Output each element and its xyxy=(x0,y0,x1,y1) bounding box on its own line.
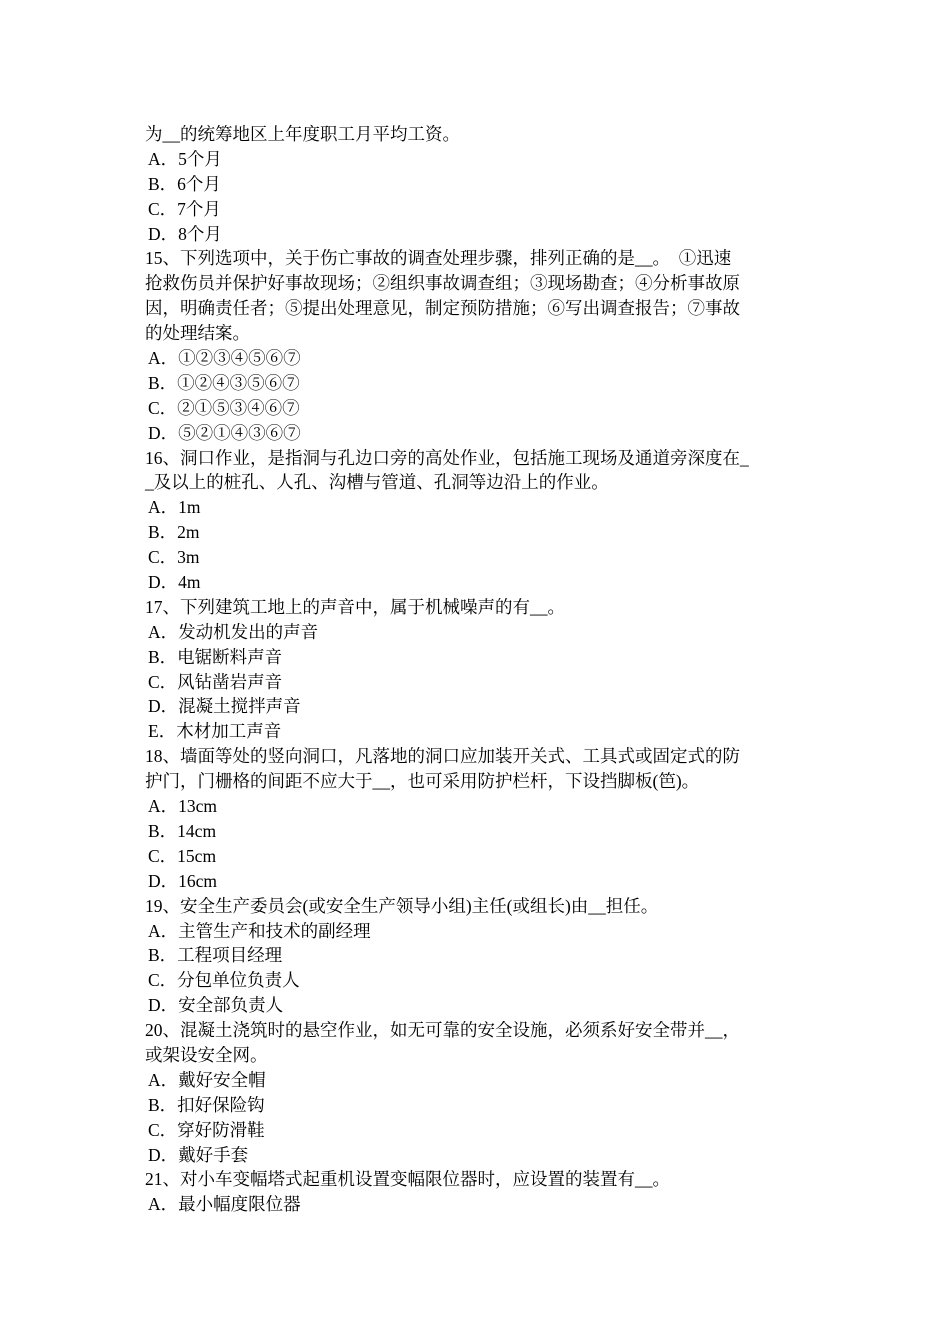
answer-option-line: A．13cm xyxy=(148,796,218,817)
answer-option-line: B．扣好保险钩 xyxy=(148,1094,265,1115)
answer-option-line: A．最小幅度限位器 xyxy=(148,1194,301,1215)
answer-option-line: C．②①⑤③④⑥⑦ xyxy=(148,397,300,418)
answer-option-line: C．3m xyxy=(148,547,200,568)
answer-option-line: B．电锯断料声音 xyxy=(148,646,283,667)
answer-option-line: D．⑤②①④③⑥⑦ xyxy=(148,422,301,443)
question-text-line: 护门，门栅格的间距不应大于__，也可采用防护栏杆，下设挡脚板(笆)。 xyxy=(145,771,700,792)
answer-option-line: E．木材加工声音 xyxy=(148,721,282,742)
answer-option-line: C．15cm xyxy=(148,845,217,866)
question-text-line: 21、对小车变幅塔式起重机设置变幅限位器时，应设置的装置有__。 xyxy=(145,1169,670,1190)
answer-option-line: D．8个月 xyxy=(148,223,222,244)
answer-option-line: A．1m xyxy=(148,497,201,518)
answer-option-line: D．安全部负责人 xyxy=(148,995,284,1016)
answer-option-line: B．14cm xyxy=(148,820,217,841)
question-text-line: 或架设安全网。 xyxy=(145,1044,268,1065)
question-text-line: 17、下列建筑工地上的声音中，属于机械噪声的有__。 xyxy=(145,596,565,617)
answer-option-line: B．工程项目经理 xyxy=(148,945,283,966)
question-text-line: 因，明确责任者；⑤提出处理意见，制定预防措施；⑥写出调查报告；⑦事故 xyxy=(145,298,740,319)
answer-option-line: D．16cm xyxy=(148,870,218,891)
answer-option-line: C．穿好防滑鞋 xyxy=(148,1119,265,1140)
question-text-line: 15、下列选项中，关于伤亡事故的调查处理步骤，排列正确的是__。 ①迅速 xyxy=(145,248,732,269)
question-text-line: 抢救伤员并保护好事故现场；②组织事故调查组；③现场勘查；④分析事故原 xyxy=(145,273,740,294)
answer-option-line: B．①②④③⑤⑥⑦ xyxy=(148,372,300,393)
question-text-line: _及以上的桩孔、人孔、沟槽与管道、孔洞等边沿上的作业。 xyxy=(145,472,609,493)
answer-option-line: D．戴好手套 xyxy=(148,1144,249,1165)
answer-option-line: C．风钻凿岩声音 xyxy=(148,671,283,692)
answer-option-line: D．4m xyxy=(148,572,201,593)
answer-option-line: B．6个月 xyxy=(148,173,221,194)
question-text-line: 的处理结案。 xyxy=(145,323,250,344)
question-text-line: 20、混凝土浇筑时的悬空作业，如无可靠的安全设施，必须系好安全带并__， xyxy=(145,1020,740,1041)
answer-option-line: C．分包单位负责人 xyxy=(148,970,300,991)
question-text-line: 19、安全生产委员会(或安全生产领导小组)主任(或组长)由__担任。 xyxy=(145,895,659,916)
question-text-line: 18、墙面等处的竖向洞口，凡落地的洞口应加装开关式、工具式或固定式的防 xyxy=(145,746,740,767)
answer-option-line: A．5个月 xyxy=(148,148,222,169)
answer-option-line: C．7个月 xyxy=(148,198,221,219)
answer-option-line: A．主管生产和技术的副经理 xyxy=(148,920,371,941)
answer-option-line: A．戴好安全帽 xyxy=(148,1069,266,1090)
answer-option-line: B．2m xyxy=(148,522,200,543)
answer-option-line: A．①②③④⑤⑥⑦ xyxy=(148,348,301,369)
question-text-line: 16、洞口作业，是指洞与孔边口旁的高处作业，包括施工现场及通道旁深度在_ xyxy=(145,447,749,468)
question-text-line: 为__的统筹地区上年度职工月平均工资。 xyxy=(145,124,460,144)
answer-option-line: D．混凝土搅拌声音 xyxy=(148,696,301,717)
answer-option-line: A．发动机发出的声音 xyxy=(148,621,319,642)
document-page xyxy=(145,122,813,1217)
